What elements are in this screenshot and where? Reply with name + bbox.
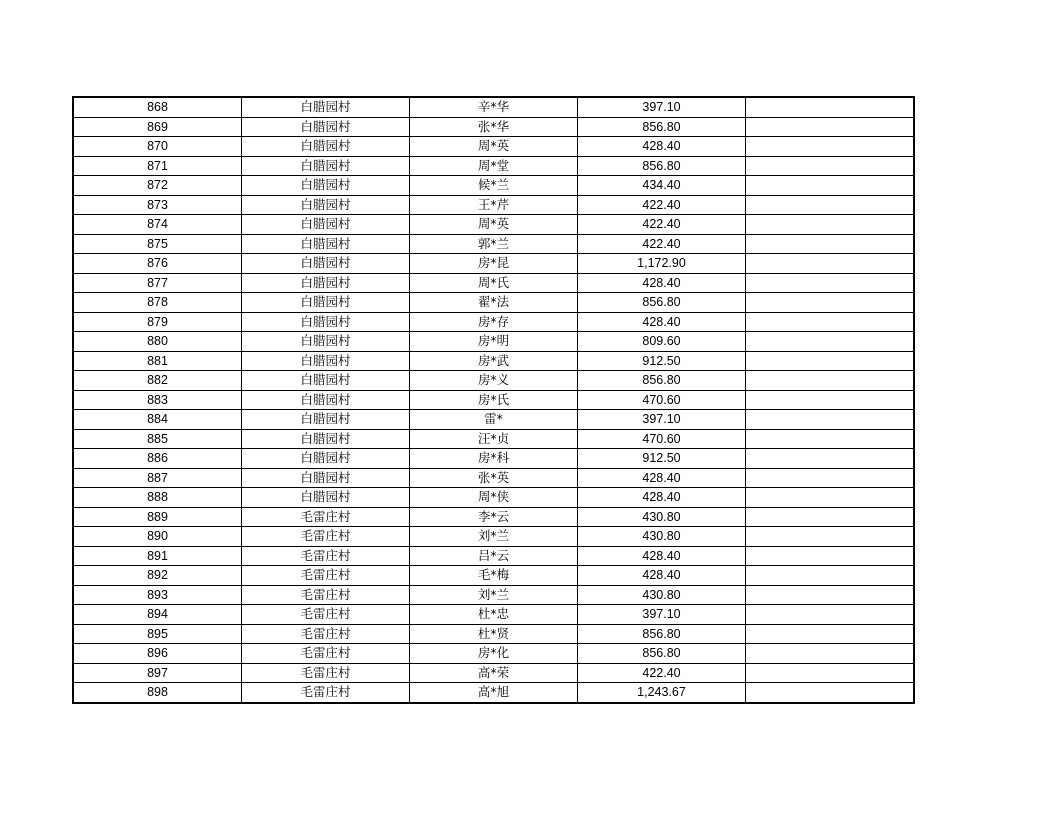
note-cell [746,137,915,157]
serial-number-cell: 879 [73,312,242,332]
serial-number-cell: 889 [73,507,242,527]
amount-cell: 422.40 [578,663,746,683]
note-cell [746,410,915,430]
person-name-cell: 周*侠 [410,488,578,508]
amount-cell: 428.40 [578,566,746,586]
note-cell [746,624,915,644]
serial-number-cell: 887 [73,468,242,488]
person-name-cell: 房*武 [410,351,578,371]
amount-cell: 397.10 [578,410,746,430]
serial-number-cell: 876 [73,254,242,274]
amount-cell: 422.40 [578,215,746,235]
amount-cell: 856.80 [578,156,746,176]
person-name-cell: 房*存 [410,312,578,332]
village-cell: 白腊园村 [242,97,410,117]
amount-cell: 856.80 [578,117,746,137]
serial-number-cell: 888 [73,488,242,508]
table-row [73,546,914,566]
person-name-cell: 翟*法 [410,293,578,313]
village-cell: 毛雷庄村 [242,663,410,683]
note-cell [746,429,915,449]
serial-number-cell: 869 [73,117,242,137]
table-row [73,195,914,215]
amount-cell: 428.40 [578,488,746,508]
table-row [73,527,914,547]
table-row [73,507,914,527]
table-row [73,156,914,176]
serial-number-cell: 870 [73,137,242,157]
amount-cell: 470.60 [578,390,746,410]
village-cell: 白腊园村 [242,254,410,274]
amount-cell: 430.80 [578,527,746,547]
person-name-cell: 房*明 [410,332,578,352]
amount-cell: 434.40 [578,176,746,196]
note-cell [746,527,915,547]
amount-cell: 470.60 [578,429,746,449]
person-name-cell: 房*氏 [410,390,578,410]
person-name-cell: 杜*忠 [410,605,578,625]
village-cell: 毛雷庄村 [242,605,410,625]
table-row [73,215,914,235]
amount-cell: 397.10 [578,605,746,625]
table-row [73,351,914,371]
village-cell: 毛雷庄村 [242,546,410,566]
person-name-cell: 房*化 [410,644,578,664]
person-name-cell: 李*云 [410,507,578,527]
note-cell [746,488,915,508]
table-row [73,605,914,625]
person-name-cell: 高*旭 [410,683,578,703]
amount-cell: 428.40 [578,312,746,332]
note-cell [746,371,915,391]
amount-cell: 430.80 [578,507,746,527]
amount-cell: 428.40 [578,546,746,566]
village-cell: 白腊园村 [242,137,410,157]
person-name-cell: 房*科 [410,449,578,469]
serial-number-cell: 872 [73,176,242,196]
amount-cell: 856.80 [578,644,746,664]
amount-cell: 397.10 [578,97,746,117]
village-cell: 毛雷庄村 [242,566,410,586]
table-row [73,410,914,430]
village-cell: 白腊园村 [242,273,410,293]
note-cell [746,234,915,254]
village-cell: 白腊园村 [242,488,410,508]
serial-number-cell: 895 [73,624,242,644]
village-cell: 白腊园村 [242,215,410,235]
serial-number-cell: 891 [73,546,242,566]
village-cell: 白腊园村 [242,195,410,215]
table-row [73,273,914,293]
village-cell: 白腊园村 [242,351,410,371]
note-cell [746,390,915,410]
person-name-cell: 周*英 [410,215,578,235]
amount-cell: 856.80 [578,371,746,391]
serial-number-cell: 885 [73,429,242,449]
village-cell: 毛雷庄村 [242,683,410,703]
table-row [73,293,914,313]
serial-number-cell: 882 [73,371,242,391]
serial-number-cell: 894 [73,605,242,625]
roster-table-body [73,97,914,703]
table-row [73,644,914,664]
table-row [73,332,914,352]
person-name-cell: 刘*兰 [410,585,578,605]
note-cell [746,332,915,352]
note-cell [746,683,915,703]
village-cell: 毛雷庄村 [242,507,410,527]
person-name-cell: 刘*兰 [410,527,578,547]
village-cell: 毛雷庄村 [242,585,410,605]
note-cell [746,254,915,274]
note-cell [746,546,915,566]
serial-number-cell: 897 [73,663,242,683]
village-cell: 白腊园村 [242,332,410,352]
village-cell: 白腊园村 [242,449,410,469]
note-cell [746,605,915,625]
person-name-cell: 毛*梅 [410,566,578,586]
person-name-cell: 高*荣 [410,663,578,683]
serial-number-cell: 883 [73,390,242,410]
serial-number-cell: 884 [73,410,242,430]
person-name-cell: 房*昆 [410,254,578,274]
table-row [73,137,914,157]
amount-cell: 428.40 [578,273,746,293]
serial-number-cell: 890 [73,527,242,547]
note-cell [746,312,915,332]
person-name-cell: 周*堂 [410,156,578,176]
note-cell [746,566,915,586]
table-row [73,97,914,117]
serial-number-cell: 871 [73,156,242,176]
village-cell: 白腊园村 [242,371,410,391]
amount-cell: 912.50 [578,351,746,371]
table-row [73,683,914,703]
table-row [73,468,914,488]
serial-number-cell: 874 [73,215,242,235]
village-cell: 毛雷庄村 [242,527,410,547]
roster-table [72,96,915,704]
person-name-cell: 候*兰 [410,176,578,196]
village-cell: 毛雷庄村 [242,644,410,664]
person-name-cell: 周*氏 [410,273,578,293]
serial-number-cell: 893 [73,585,242,605]
serial-number-cell: 877 [73,273,242,293]
person-name-cell: 周*英 [410,137,578,157]
person-name-cell: 张*英 [410,468,578,488]
person-name-cell: 汪*贞 [410,429,578,449]
note-cell [746,195,915,215]
serial-number-cell: 868 [73,97,242,117]
amount-cell: 422.40 [578,234,746,254]
village-cell: 毛雷庄村 [242,624,410,644]
serial-number-cell: 878 [73,293,242,313]
serial-number-cell: 881 [73,351,242,371]
serial-number-cell: 898 [73,683,242,703]
amount-cell: 430.80 [578,585,746,605]
village-cell: 白腊园村 [242,429,410,449]
village-cell: 白腊园村 [242,312,410,332]
amount-cell: 428.40 [578,137,746,157]
table-row [73,254,914,274]
person-name-cell: 王*芹 [410,195,578,215]
person-name-cell: 雷* [410,410,578,430]
person-name-cell: 杜*贤 [410,624,578,644]
village-cell: 白腊园村 [242,410,410,430]
table-row [73,449,914,469]
note-cell [746,176,915,196]
person-name-cell: 辛*华 [410,97,578,117]
serial-number-cell: 873 [73,195,242,215]
note-cell [746,585,915,605]
table-row [73,488,914,508]
amount-cell: 912.50 [578,449,746,469]
note-cell [746,507,915,527]
note-cell [746,273,915,293]
table-row [73,234,914,254]
person-name-cell: 张*华 [410,117,578,137]
note-cell [746,468,915,488]
table-row [73,429,914,449]
note-cell [746,351,915,371]
table-row [73,176,914,196]
table-row [73,312,914,332]
table-row [73,585,914,605]
amount-cell: 856.80 [578,293,746,313]
amount-cell: 422.40 [578,195,746,215]
note-cell [746,663,915,683]
amount-cell: 1,172.90 [578,254,746,274]
person-name-cell: 郭*兰 [410,234,578,254]
village-cell: 白腊园村 [242,176,410,196]
table-row [73,117,914,137]
village-cell: 白腊园村 [242,468,410,488]
serial-number-cell: 886 [73,449,242,469]
note-cell [746,449,915,469]
village-cell: 白腊园村 [242,156,410,176]
note-cell [746,97,915,117]
table-row [73,390,914,410]
village-cell: 白腊园村 [242,234,410,254]
serial-number-cell: 880 [73,332,242,352]
person-name-cell: 房*义 [410,371,578,391]
serial-number-cell: 896 [73,644,242,664]
table-row [73,566,914,586]
note-cell [746,156,915,176]
village-cell: 白腊园村 [242,390,410,410]
serial-number-cell: 875 [73,234,242,254]
village-cell: 白腊园村 [242,117,410,137]
note-cell [746,293,915,313]
person-name-cell: 吕*云 [410,546,578,566]
village-cell: 白腊园村 [242,293,410,313]
note-cell [746,644,915,664]
table-row [73,624,914,644]
table-row [73,663,914,683]
note-cell [746,117,915,137]
amount-cell: 809.60 [578,332,746,352]
amount-cell: 1,243.67 [578,683,746,703]
amount-cell: 428.40 [578,468,746,488]
table-row [73,371,914,391]
note-cell [746,215,915,235]
serial-number-cell: 892 [73,566,242,586]
amount-cell: 856.80 [578,624,746,644]
